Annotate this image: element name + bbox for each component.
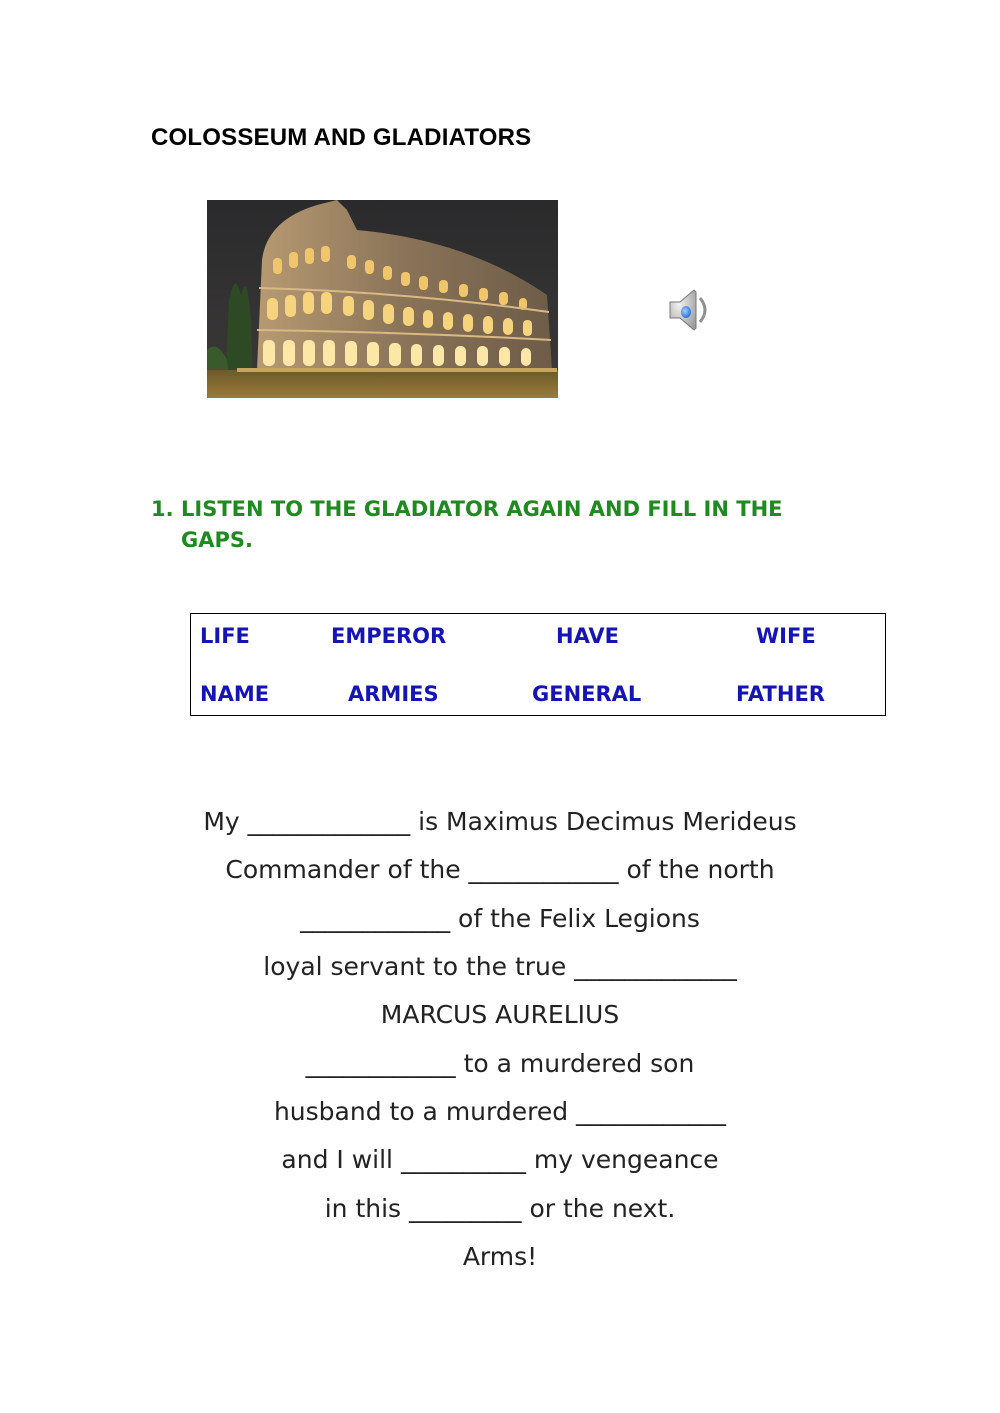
word-bank-item: NAME — [200, 682, 270, 706]
poem-line: in this _________ or the next. — [324, 1194, 676, 1223]
poem-line: Arms! — [462, 1242, 538, 1271]
poem-line: ____________ to a murdered son — [305, 1049, 695, 1078]
word-bank — [190, 613, 886, 716]
instruction-text-line1: LISTEN TO THE GLADIATOR AGAIN AND FILL IN THE — [181, 497, 783, 521]
colosseum-photo — [207, 200, 558, 398]
word-bank-item: WIFE — [756, 624, 816, 648]
word-bank-item: EMPEROR — [331, 624, 447, 648]
exercise-number: 1. — [151, 497, 174, 521]
speaker-icon[interactable] — [664, 286, 714, 334]
poem-line: Commander of the ____________ of the north — [225, 855, 775, 884]
page-title: COLOSSEUM AND GLADIATORS — [151, 124, 532, 151]
poem-line: loyal servant to the true _____________ — [263, 952, 737, 981]
word-bank-item: ARMIES — [348, 682, 439, 706]
poem-line: MARCUS AURELIUS — [380, 1000, 620, 1029]
word-bank-item: HAVE — [556, 624, 619, 648]
poem-line: ____________ of the Felix Legions — [300, 904, 700, 933]
word-bank-item: GENERAL — [532, 682, 642, 706]
instruction-text-line2: GAPS. — [181, 528, 253, 552]
word-bank-item: FATHER — [736, 682, 825, 706]
poem-line: and I will __________ my vengeance — [281, 1145, 719, 1174]
poem-line: husband to a murdered ____________ — [273, 1097, 727, 1126]
exercise-instruction — [151, 494, 911, 556]
poem-line: My _____________ is Maximus Decimus Merideus — [203, 807, 797, 836]
word-bank-item: LIFE — [200, 624, 250, 648]
